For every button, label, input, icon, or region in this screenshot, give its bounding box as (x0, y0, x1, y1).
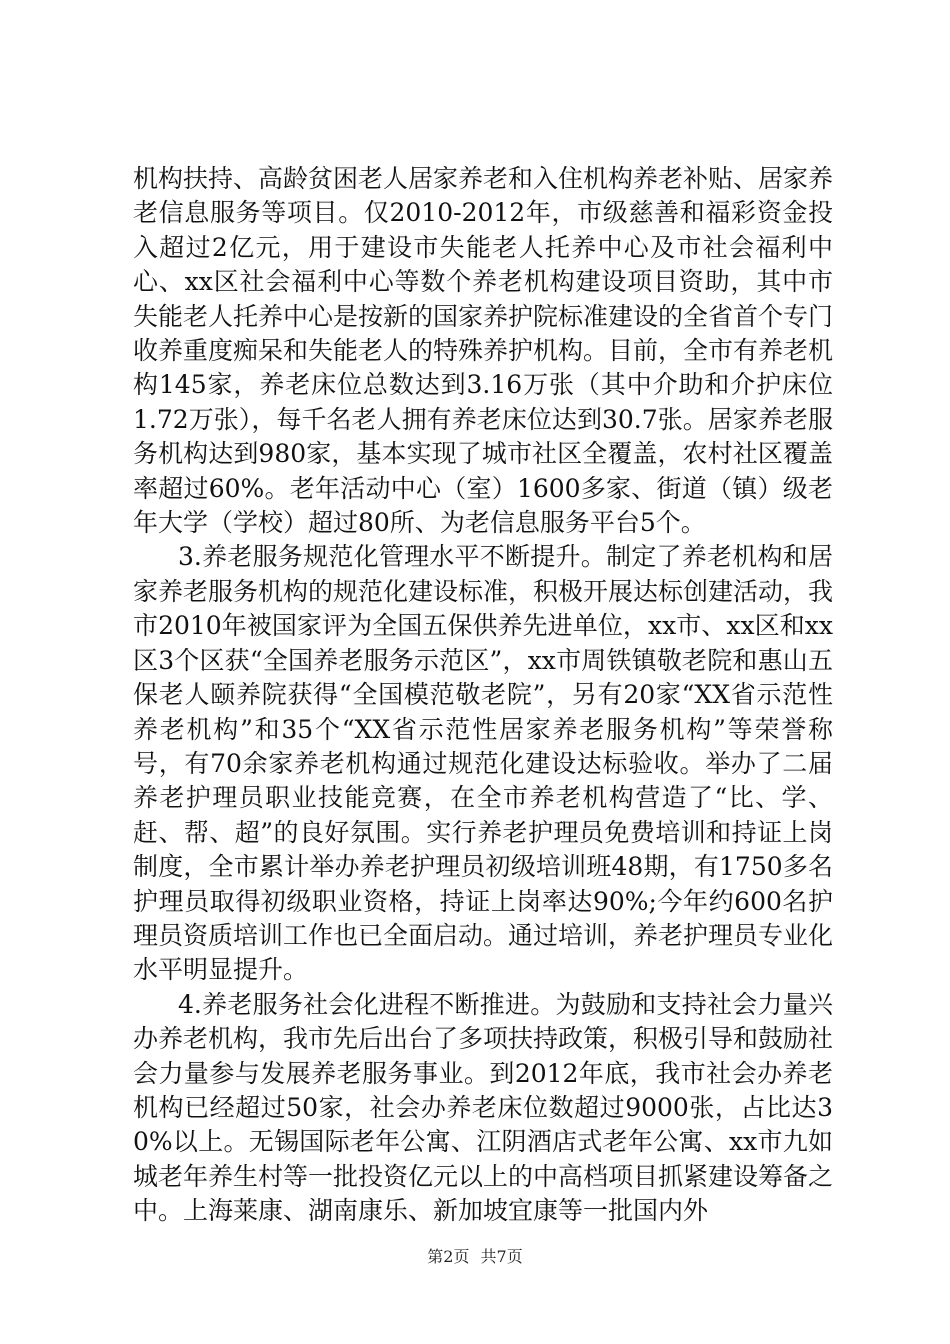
paragraph-item-4: 4.养老服务社会化进程不断推进。为鼓励和支持社会力量兴办养老机构，我市先后出台了多项扶持政策，积极引导和鼓励社会力量参与发展养老服务事业。到2012年底，我市社会办养老机构已经超过50家，社会办养老床位数超过9000张，占比达30%以上。无锡国际老年公寓、江阴酒店式老年公寓、xx市九如城老年养生村等一批投资亿元以上的中高档项目抓紧建设筹备之中。上海莱康、湖南康乐、新加坡宜康等一批国内外 (133, 989, 834, 1226)
total-pages-label: 共7页 (480, 1247, 523, 1266)
paragraph-item-3: 3.养老服务规范化管理水平不断提升。制定了养老机构和居家养老服务机构的规范化建设标准，积极开展达标创建活动，我市2010年被国家评为全国五保供养先进单位，xx市、xx区和xx区3个区获“全国养老服务示范区”，xx市周铁镇敬老院和惠山五保老人颐养院获得“全国模范敬老院”，另有20家“XX省示范性养老机构”和35个“XX省示范性居家养老服务机构”等荣誉称号，有70余家养老机构通过规范化建设达标验收。举办了二届养老护理员职业技能竞赛，在全市养老机构营造了“比、学、赶、帮、超”的良好氛围。实行养老护理员免费培训和持证上岗制度，全市累计举办养老护理员初级培训班48期，有1750多名护理员取得初级职业资格，持证上岗率达90%;今年约600名护理员资质培训工作也已全面启动。通过培训，养老护理员专业化水平明显提升。 (133, 542, 834, 985)
document-body (133, 162, 833, 1229)
page-footer (0, 1247, 950, 1267)
current-page-label: 第2页 (427, 1247, 470, 1266)
paragraph-continuation: 机构扶持、高龄贫困老人居家养老和入住机构养老补贴、居家养老信息服务等项目。仅2010-2012年，市级慈善和福彩资金投入超过2亿元，用于建设市失能老人托养中心及市社会福利中心、xx区社会福利中心等数个养老机构建设项目资助，其中市失能老人托养中心是按新的国家养护院标准建设的全省首个专门收养重度痴呆和失能老人的特殊养护机构。目前，全市有养老机构145家，养老床位总数达到3.16万张（其中介助和介护床位1.72万张），每千名老人拥有养老床位达到30.7张。居家养老服务机构达到980家，基本实现了城市社区全覆盖，农村社区覆盖率超过60%。老年活动中心（室）1600多家、街道（镇）级老年大学（学校）超过80所、为老信息服务平台5个。 (133, 164, 834, 538)
